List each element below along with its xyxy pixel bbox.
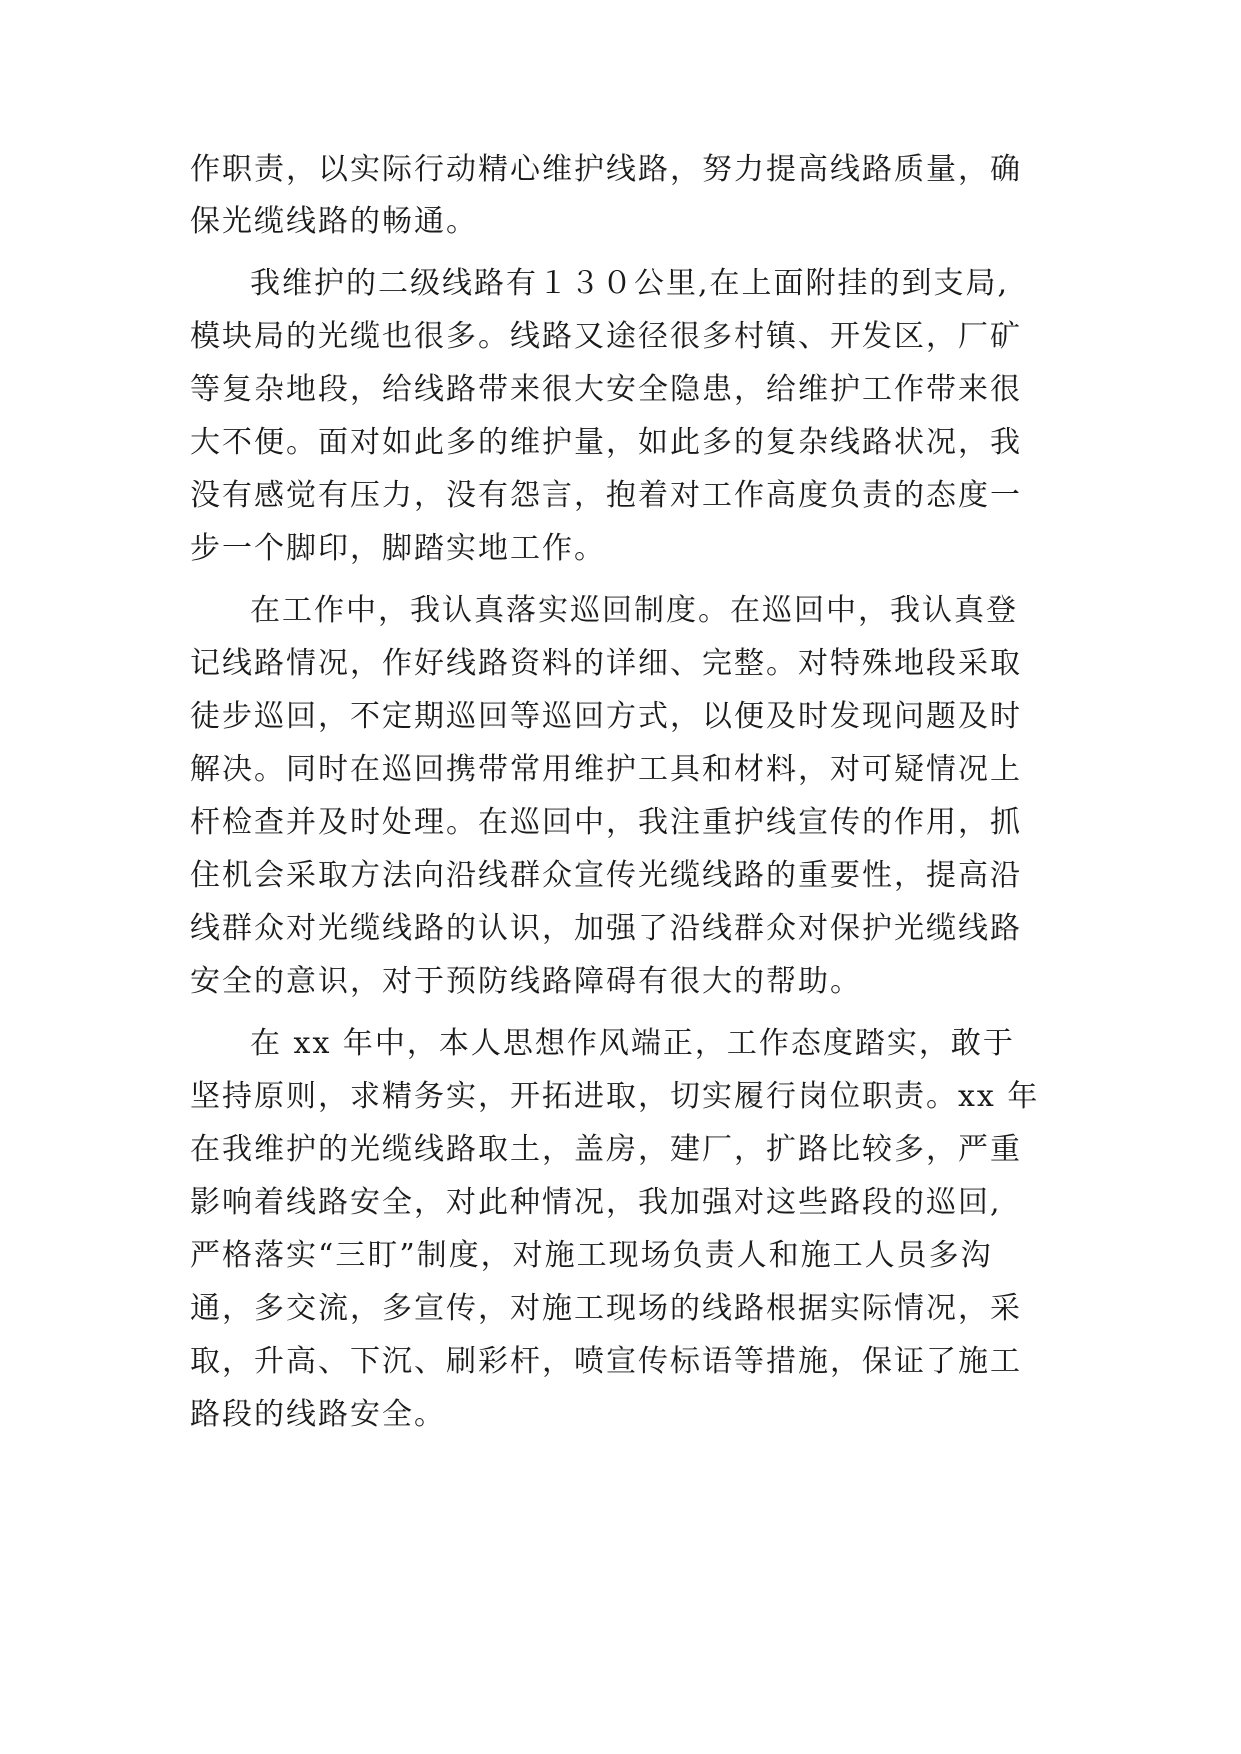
text-line: 保光缆线路的畅通。 — [190, 204, 478, 239]
text-line: 没有感觉有压力，没有怨言，抱着对工作高度负责的态度一 — [190, 478, 1022, 513]
text-line: 徒步巡回，不定期巡回等巡回方式，以便及时发现问题及时 — [190, 699, 1022, 734]
text-line: 取，升高、下沉、刷彩杆，喷宣传标语等措施，保证了施工 — [190, 1344, 1022, 1379]
text-line: 模块局的光缆也很多。线路又途径很多村镇、开发区，厂矿 — [190, 319, 1022, 354]
text-line: 杆检查并及时处理。在巡回中，我注重护线宣传的作用，抓 — [190, 805, 1022, 840]
text-line: 通，多交流，多宣传，对施工现场的线路根据实际情况，采 — [190, 1291, 1022, 1326]
text-line: 大不便。面对如此多的维护量，如此多的复杂线路状况，我 — [190, 425, 1022, 460]
paragraph-start-line: 在工作中，我认真落实巡回制度。在巡回中，我认真登 — [250, 593, 1018, 628]
text-line: 安全的意识，对于预防线路障碍有很大的帮助。 — [190, 964, 862, 999]
text-line: 住机会采取方法向沿线群众宣传光缆线路的重要性，提高沿 — [190, 858, 1022, 893]
text-line: 影响着线路安全，对此种情况，我加强对这些路段的巡回, — [190, 1185, 1002, 1220]
text-line: 记线路情况，作好线路资料的详细、完整。对特殊地段采取 — [190, 646, 1022, 681]
paragraph-start-line: 我维护的二级线路有１３０公里,在上面附挂的到支局, — [250, 266, 1010, 301]
text-line: 作职责，以实际行动精心维护线路，努力提高线路质量，确 — [190, 152, 1022, 187]
paragraph-start-line: 在 xx 年中，本人思想作风端正，工作态度踏实，敢于 — [250, 1026, 1015, 1061]
text-line: 步一个脚印，脚踏实地工作。 — [190, 531, 606, 566]
text-line: 解决。同时在巡回携带常用维护工具和材料，对可疑情况上 — [190, 752, 1022, 787]
text-line: 严格落实“三盯”制度，对施工现场负责人和施工人员多沟 — [190, 1238, 993, 1273]
text-line: 等复杂地段，给线路带来很大安全隐患，给维护工作带来很 — [190, 372, 1022, 407]
text-line: 坚持原则，求精务实，开拓进取，切实履行岗位职责。xx 年 — [190, 1079, 1040, 1114]
text-line: 线群众对光缆线路的认识，加强了沿线群众对保护光缆线路 — [190, 911, 1022, 946]
text-line: 路段的线路安全。 — [190, 1397, 446, 1432]
text-line: 在我维护的光缆线路取土，盖房，建厂，扩路比较多，严重 — [190, 1132, 1022, 1167]
